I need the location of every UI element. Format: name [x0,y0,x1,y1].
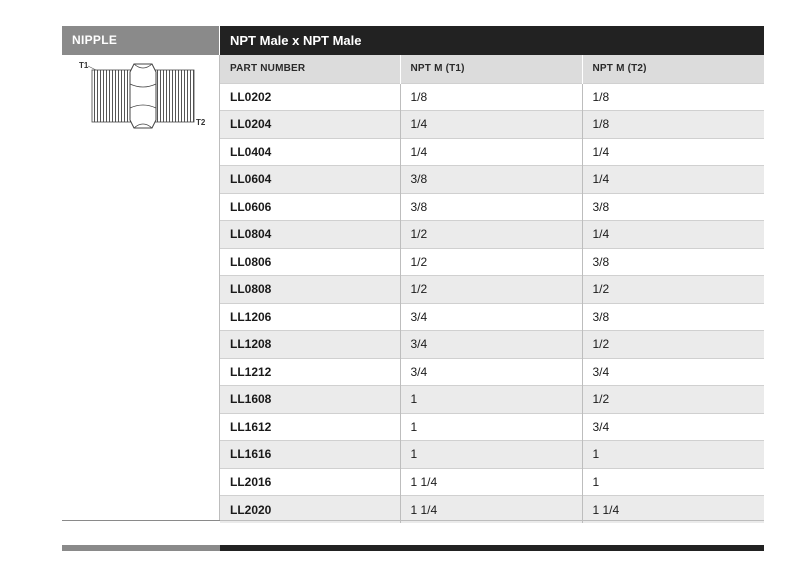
table-row [220,386,764,414]
table-row [220,441,764,469]
npt-t1-cell: 3/4 [400,358,582,386]
npt-t2-cell: 3/8 [582,303,764,331]
table-row [220,496,764,524]
part-number-cell: LL0204 [220,111,400,139]
column-header-part-number: PART NUMBER [220,55,400,83]
table-row [220,248,764,276]
table-row [220,413,764,441]
part-number-cell: LL2020 [220,496,400,524]
part-number-cell: LL1212 [220,358,400,386]
npt-t1-cell: 1 1/4 [400,496,582,524]
npt-t1-cell: 3/8 [400,193,582,221]
table-row [220,303,764,331]
parts-table [220,55,764,523]
table-row [220,358,764,386]
npt-t1-cell: 1 [400,441,582,469]
table-row [220,221,764,249]
divider [220,520,764,521]
part-number-cell: LL0606 [220,193,400,221]
part-number-cell: LL0404 [220,138,400,166]
footer-bar-gray [62,545,220,551]
npt-t1-cell: 1 [400,413,582,441]
table-row [220,276,764,304]
table-title: NPT Male x NPT Male [220,26,764,55]
npt-t2-cell: 1/2 [582,276,764,304]
npt-t1-cell: 1 [400,386,582,414]
npt-t1-cell: 1/2 [400,248,582,276]
footer-bar-dark [220,545,764,551]
table-row [220,193,764,221]
part-number-cell: LL0806 [220,248,400,276]
column-header-npt-t2: NPT M (T2) [582,55,764,83]
table-row [220,331,764,359]
npt-t1-cell: 1/2 [400,221,582,249]
thread-right [152,70,194,122]
npt-t2-cell: 1 [582,441,764,469]
table-header-row [220,55,764,83]
npt-t2-cell: 1/4 [582,166,764,194]
part-number-cell: LL0202 [220,83,400,111]
npt-t2-cell: 1 [582,468,764,496]
npt-t2-cell: 3/8 [582,248,764,276]
npt-t2-cell: 3/4 [582,413,764,441]
part-number-cell: LL0604 [220,166,400,194]
npt-t2-cell: 1/8 [582,83,764,111]
npt-t2-cell: 1/4 [582,138,764,166]
part-number-cell: LL1612 [220,413,400,441]
npt-t1-cell: 1 1/4 [400,468,582,496]
npt-t2-cell: 1/8 [582,111,764,139]
npt-t1-cell: 1/4 [400,111,582,139]
npt-t1-cell: 1/4 [400,138,582,166]
npt-t2-cell: 1/2 [582,331,764,359]
part-number-cell: LL1608 [220,386,400,414]
column-header-npt-t1: NPT M (T1) [400,55,582,83]
table-row [220,166,764,194]
part-number-cell: LL2016 [220,468,400,496]
t2-label: T2 [196,118,206,127]
table-row [220,468,764,496]
npt-t1-cell: 1/2 [400,276,582,304]
npt-t2-cell: 1 1/4 [582,496,764,524]
table-row [220,83,764,111]
npt-t2-cell: 1/4 [582,221,764,249]
npt-t1-cell: 3/4 [400,331,582,359]
npt-t2-cell: 3/8 [582,193,764,221]
divider [62,520,220,521]
part-number-cell: LL0808 [220,276,400,304]
hex-nut [130,64,156,128]
t1-label: T1 [79,61,89,70]
part-number-cell: LL1208 [220,331,400,359]
npt-t1-cell: 3/8 [400,166,582,194]
npt-t2-cell: 1/2 [582,386,764,414]
part-number-cell: LL1206 [220,303,400,331]
table-row [220,111,764,139]
npt-t2-cell: 3/4 [582,358,764,386]
part-number-cell: LL0804 [220,221,400,249]
thread-left [92,70,134,122]
part-number-cell: LL1616 [220,441,400,469]
npt-t1-cell: 1/8 [400,83,582,111]
table-row [220,138,764,166]
npt-t1-cell: 3/4 [400,303,582,331]
nipple-fitting-diagram [78,60,208,132]
category-header: NIPPLE [62,26,219,55]
